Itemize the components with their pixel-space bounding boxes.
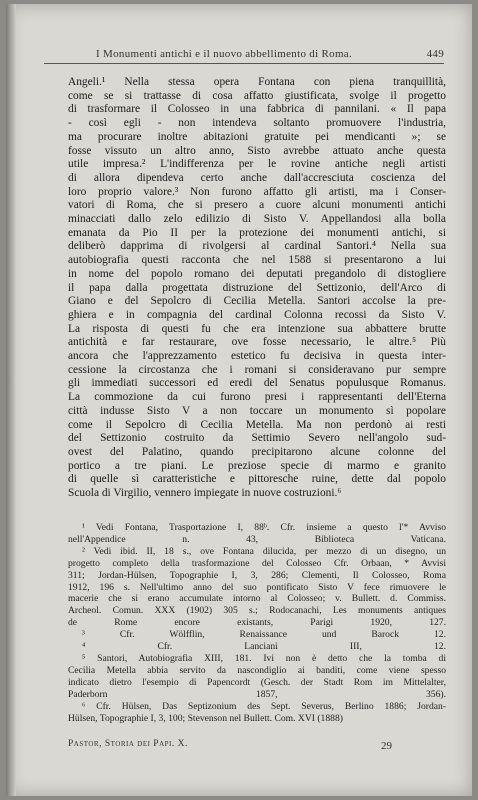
text-line: - così egli - non intendeva soltanto promuovere l'industria, <box>68 117 446 130</box>
footnote-line: macerie che si erano accumulate intorno al Colosseo; v. Bullett. d. Commiss. <box>68 593 446 605</box>
text-line: utile impresa.² L'indifferenza per le rovine antiche negli artisti <box>68 158 446 171</box>
page-number: 449 <box>426 48 444 60</box>
text-line: città indusse Sisto V a non toccare un monumento sì popolare <box>68 404 446 417</box>
text-line: portico a tre piani. Le preziose specie di marmo e granito <box>68 459 446 472</box>
footnote-line: 1912, 196 s. Nell'ultimo anno del suo pontificato Sisto V fece rimuovere le <box>68 581 446 593</box>
text-line: loro proprio valore.³ Non furono affatto gli artisti, ma i Conser- <box>68 185 446 198</box>
text-line: di allora dipendeva certo anche dall'accresciuta coscienza del <box>68 171 446 184</box>
footnote-line: Archeol. Comun. XXX (1902) 305 s.; Rodocanachi, Les monuments antiques <box>68 605 446 617</box>
footnote-line: ⁶ Cfr. Hülsen, Das Septizonium des Sept. Severus, Berlino 1886; Jordan- <box>82 700 446 712</box>
text-line: gli immediati successori ed eredi del Senatus populusque Romanus. <box>68 377 446 390</box>
text-line: autobiografia questi racconta che nel 1588 si presentarono a lui <box>68 254 446 267</box>
footnote-line: ² Vedi ibid. II, 18 s., ove Fontana dilucida, per mezzo di un disegno, un <box>82 545 446 557</box>
book-page <box>6 4 472 796</box>
text-line: come il Sepolcro di Cecilia Metella. Ma non perdonò ai resti <box>68 418 446 431</box>
signature-line: Pastor, Storia dei Papi. X. <box>68 739 188 749</box>
text-line: fosse vissuto un altro anno, Sisto avrebbe attuato anche questa <box>68 144 446 157</box>
footnote-line: Hülsen, Topographie I, 3, 100; Stevenson nel Bullett. Com. XVI (1888) <box>68 712 343 724</box>
footnote-line: Cecilia Metella abbia servito da nascondiglio ai banditi, come viene spesso <box>68 664 446 676</box>
text-line: emanata da Pio II per la protezione dei monumenti antichi, si <box>68 226 446 239</box>
text-line: cessione la circostanza che i romani si consideravano pur sempre <box>68 363 446 376</box>
book-spine-shadow <box>6 4 16 796</box>
text-line: Giano e del Sepolcro di Cecilia Metella. Santori accolse la pre- <box>68 295 446 308</box>
text-line: Scuola di Virgilio, vennero impiegate in nuove costruzioni.⁶ <box>68 487 342 500</box>
sheet-number: 29 <box>381 740 392 752</box>
text-line: in nome del popolo romano dei deputati pregandolo di distogliere <box>68 267 446 280</box>
text-line: di quelle sì caratteristiche e pittoresche ruine, dette dal popolo <box>68 473 446 486</box>
footnote-line: progetto completo della trasformazione del Colosseo Cfr. Orbaan, * Avvisi <box>68 557 446 569</box>
footnote-line: ⁵ Santori, Autobiografia XIII, 181. Ivi non è detto che la tomba di <box>82 652 446 664</box>
footnote-line: ⁴ Cfr. Lanciani III, 12. <box>82 641 446 653</box>
text-line: ghiera e in compagnia del cardinal Colonna recossi da Sisto V. <box>68 308 446 321</box>
footnote-line: indicato dietro l'esempio di Papencordt (Gesch. der Stadt Rom im Mittelalter, <box>68 676 446 688</box>
text-line: La commozione da cui furono presi i rappresentanti dell'Eterna <box>68 391 446 404</box>
footnote-line: nell'Appendice n. 43, Biblioteca Vaticana. <box>68 533 446 545</box>
text-line: deliberò dapprima di rivolgersi al cardinal Santori.⁴ Nella sua <box>68 240 446 253</box>
text-line: ma procurare inoltre abitazioni gratuite pei mendicanti »; se <box>68 130 446 143</box>
footnote-line: 311; Jordan-Hülsen, Topographie I, 3, 286; Clementi, Il Colosseo, Roma <box>68 569 446 581</box>
text-line: minacciati dallo zelo edilizio di Sisto V. Appellandosi alla bolla <box>68 213 446 226</box>
footnote-line: ¹ Vedi Fontana, Trasportazione I, 88ᵇ. Cfr. insieme a questo l'* Avviso <box>82 522 446 533</box>
footnote-line: de Rome encore existants, Parigi 1920, 127. <box>68 617 446 629</box>
running-header-title: I Monumenti antichi e il nuovo abbellimento di Roma. <box>96 48 353 60</box>
text-line: antichità e far restaurare, ove fosse necessario, le altre.⁵ Più <box>68 336 446 349</box>
text-line: come se si trattasse di cosa affatto giustificata, svolge il progetto <box>68 89 446 102</box>
text-line: ancora che l'apprezzamento estetico fu decisiva in questa inter- <box>68 350 446 363</box>
text-line: ovest del Palatino, quando precipitarono alcune colonne del <box>68 445 446 458</box>
text-line: del Settizonio costruito da Settimio Severo nell'angolo sud- <box>68 432 446 445</box>
running-header <box>44 48 444 64</box>
text-line: La risposta di questi fu che era intenzione sua abbattere brutte <box>68 322 446 335</box>
footnote-line: Paderborn 1857, 356). <box>68 688 446 700</box>
footnotes <box>68 522 446 724</box>
text-line: di trasformare il Colosseo in una fabbrica di pannilani. « Il papa <box>68 103 446 116</box>
text-line: vatori di Roma, che si presero a cuore alcuni monumenti antichi <box>68 199 446 212</box>
main-text <box>68 76 446 501</box>
text-line: Angeli.¹ Nella stessa opera Fontana con piena tranquillità, <box>68 76 446 88</box>
footnote-line: ³ Cfr. Wölfflin, Renaissance und Barock 12. <box>82 629 446 641</box>
text-line: il papa dalla progettata distruzione del Settizonio, dell'Arco di <box>68 281 446 294</box>
